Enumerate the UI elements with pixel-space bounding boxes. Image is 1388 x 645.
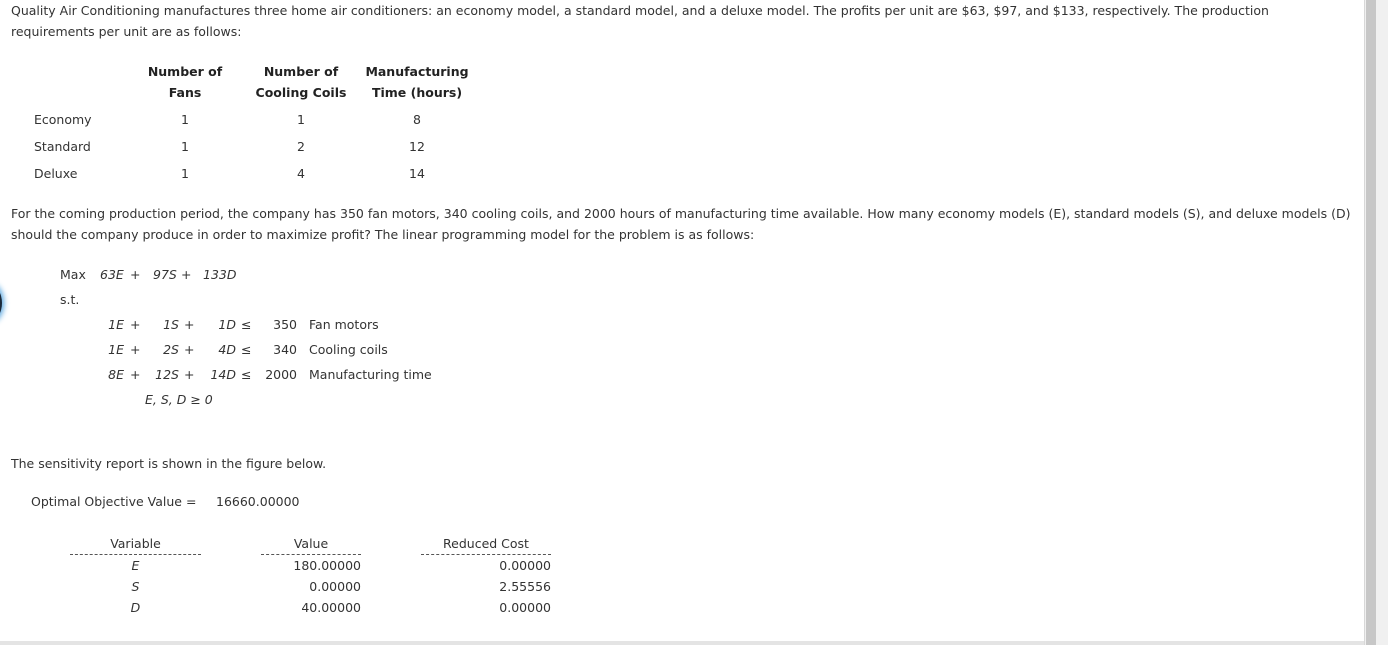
divider xyxy=(70,554,201,555)
report-variable: S xyxy=(131,579,140,594)
constraint-rhs: 350 xyxy=(273,317,297,332)
intro-text: Quality Air Conditioning manufactures three home air conditioners: an economy model, a standard model, and a deluxe model. The profits per unit are $63, $97, and $133, respectively. The production requirements per unit are as follows: xyxy=(11,3,1269,39)
report-value: 0.00000 xyxy=(309,579,361,594)
report-header-value: Value xyxy=(293,536,329,551)
table-cell: 1 xyxy=(297,112,305,127)
row-label-economy: Economy xyxy=(34,112,92,127)
constraint-operator: + xyxy=(130,317,141,332)
st-label: s.t. xyxy=(60,292,80,307)
table-cell: 1 xyxy=(181,112,189,127)
scrollbar-thumb[interactable] xyxy=(1366,0,1376,645)
table-cell: 14 xyxy=(409,166,425,181)
table-cell: 4 xyxy=(297,166,305,181)
row-label-standard: Standard xyxy=(34,139,91,154)
constraint-operator: + xyxy=(130,342,141,357)
sensitivity-intro: The sensitivity report is shown in the figure below. xyxy=(11,456,327,471)
bottom-edge xyxy=(0,641,1364,645)
max-label: Max xyxy=(60,267,86,282)
constraint-term: 12S xyxy=(155,367,179,382)
report-value: 180.00000 xyxy=(293,558,361,573)
constraint-term: 1S xyxy=(163,317,179,332)
objective-term: 97S xyxy=(153,267,177,282)
table-cell: 1 xyxy=(181,166,189,181)
table-cell: 2 xyxy=(297,139,305,154)
table-cell: 12 xyxy=(409,139,425,154)
divider xyxy=(261,554,361,555)
constraint-term: 1E xyxy=(108,342,124,357)
table-cell: 8 xyxy=(413,112,421,127)
constraint-term: 14D xyxy=(210,367,236,382)
header-fans: Number of Fans xyxy=(147,64,223,100)
report-reduced-cost: 0.00000 xyxy=(499,600,551,615)
constraint-relation: ≤ xyxy=(241,342,252,357)
report-reduced-cost: 0.00000 xyxy=(499,558,551,573)
constraint-operator: + xyxy=(184,342,195,357)
objective-operator: + xyxy=(181,267,192,282)
constraint-relation: ≤ xyxy=(241,367,252,382)
header-coils: Number of Cooling Coils xyxy=(255,64,347,100)
nonnegativity: E, S, D ≥ 0 xyxy=(145,392,213,407)
objective-term: 133D xyxy=(203,267,237,282)
report-variable: D xyxy=(130,600,141,615)
constraint-operator: + xyxy=(130,367,141,382)
optimal-value: 16660.00000 xyxy=(216,494,300,509)
constraint-name: Manufacturing time xyxy=(309,367,432,382)
constraint-operator: + xyxy=(184,367,195,382)
constraint-term: 1E xyxy=(108,317,124,332)
report-header-reduced-cost: Reduced Cost xyxy=(443,536,529,551)
constraint-operator: + xyxy=(184,317,195,332)
row-label-deluxe: Deluxe xyxy=(34,166,78,181)
optimal-label: Optimal Objective Value = xyxy=(31,494,197,509)
table-cell: 1 xyxy=(181,139,189,154)
header-time: Manufacturing Time (hours) xyxy=(365,64,469,100)
constraint-relation: ≤ xyxy=(241,317,252,332)
report-reduced-cost: 2.55556 xyxy=(499,579,551,594)
constraint-rhs: 340 xyxy=(273,342,297,357)
constraint-rhs: 2000 xyxy=(265,367,297,382)
constraint-term: 1D xyxy=(218,317,236,332)
constraint-term: 2S xyxy=(163,342,179,357)
report-header-variable: Variable xyxy=(110,536,161,551)
constraint-term: 8E xyxy=(108,367,124,382)
divider xyxy=(421,554,551,555)
question-text: For the coming production period, the company has 350 fan motors, 340 cooling coils, and 2000 hours of manufacturing time available. How many economy models (E), standard models (S), and deluxe models (D) should the company produce in order to maximize profit? The linear programming model for the problem is as follows: xyxy=(11,206,1351,242)
objective-term: 63E xyxy=(100,267,124,282)
constraint-term: 4D xyxy=(218,342,236,357)
report-value: 40.00000 xyxy=(301,600,361,615)
report-variable: E xyxy=(131,558,140,573)
objective-operator: + xyxy=(130,267,141,282)
constraint-name: Cooling coils xyxy=(309,342,388,357)
constraint-name: Fan motors xyxy=(309,317,379,332)
